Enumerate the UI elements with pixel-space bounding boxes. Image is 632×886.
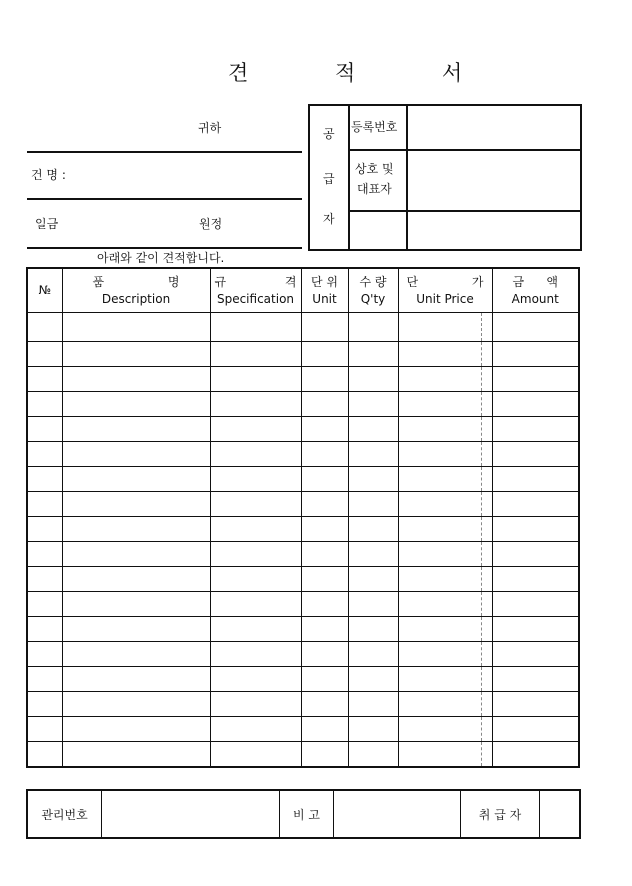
unit-cell[interactable] xyxy=(301,467,348,492)
quantity-cell[interactable] xyxy=(348,567,398,592)
divider xyxy=(27,198,302,200)
table-row xyxy=(27,442,579,467)
table-row xyxy=(27,617,579,642)
header-quantity: 수 량 Q'ty xyxy=(348,268,398,313)
unit-price-cell[interactable] xyxy=(398,617,492,642)
quantity-cell[interactable] xyxy=(348,367,398,392)
quantity-cell[interactable] xyxy=(348,467,398,492)
no-cell[interactable] xyxy=(27,717,62,742)
amount-cell[interactable] xyxy=(492,617,579,642)
divider xyxy=(27,247,302,249)
recipient-suffix: 귀하 xyxy=(198,121,222,135)
description-cell[interactable] xyxy=(62,417,210,442)
unit-price-cell[interactable] xyxy=(398,692,492,717)
specification-cell[interactable] xyxy=(210,367,301,392)
amount-cell[interactable] xyxy=(492,313,579,342)
specification-cell[interactable] xyxy=(210,692,301,717)
unit-cell[interactable] xyxy=(301,542,348,567)
registration-label: 등록번호 xyxy=(351,120,398,134)
specification-cell[interactable] xyxy=(210,642,301,667)
remarks-field[interactable] xyxy=(334,790,461,838)
unit-cell[interactable] xyxy=(301,567,348,592)
quantity-cell[interactable] xyxy=(348,492,398,517)
table-row xyxy=(27,742,579,767)
no-cell[interactable] xyxy=(27,742,62,767)
unit-price-cell[interactable] xyxy=(398,342,492,367)
no-cell[interactable] xyxy=(27,667,62,692)
no-cell[interactable] xyxy=(27,367,62,392)
amount-cell[interactable] xyxy=(492,367,579,392)
header-unit-price: 단 가 Unit Price xyxy=(398,268,492,313)
no-cell[interactable] xyxy=(27,342,62,367)
amount-cell[interactable] xyxy=(492,417,579,442)
no-cell[interactable] xyxy=(27,642,62,667)
description-cell[interactable] xyxy=(62,492,210,517)
no-cell[interactable] xyxy=(27,517,62,542)
description-cell[interactable] xyxy=(62,642,210,667)
quantity-cell[interactable] xyxy=(348,517,398,542)
divider xyxy=(27,151,302,153)
header-no: № xyxy=(27,268,62,313)
unit-cell[interactable] xyxy=(301,667,348,692)
table-row xyxy=(27,392,579,417)
quantity-cell[interactable] xyxy=(348,692,398,717)
no-cell[interactable] xyxy=(27,417,62,442)
no-cell[interactable] xyxy=(27,592,62,617)
amount-cell[interactable] xyxy=(492,492,579,517)
no-cell[interactable] xyxy=(27,617,62,642)
unit-price-cell[interactable] xyxy=(398,492,492,517)
unit-price-cell[interactable] xyxy=(398,642,492,667)
handler-field[interactable] xyxy=(540,790,581,838)
supplier-side-label: 자 xyxy=(323,212,335,226)
amount-cell[interactable] xyxy=(492,692,579,717)
table-row xyxy=(27,342,579,367)
specification-cell[interactable] xyxy=(210,592,301,617)
specification-cell[interactable] xyxy=(210,467,301,492)
description-cell[interactable] xyxy=(62,467,210,492)
description-cell[interactable] xyxy=(62,667,210,692)
unit-cell[interactable] xyxy=(301,313,348,342)
amount-cell[interactable] xyxy=(492,442,579,467)
amount-cell[interactable] xyxy=(492,517,579,542)
management-no-field[interactable] xyxy=(102,790,280,838)
supplier-side-label: 공 xyxy=(323,127,335,141)
company-label: 상호 및 xyxy=(355,162,394,176)
table-header-row xyxy=(27,268,579,313)
description-cell[interactable] xyxy=(62,367,210,392)
unit-cell[interactable] xyxy=(301,517,348,542)
items-table xyxy=(26,267,580,768)
quantity-cell[interactable] xyxy=(348,667,398,692)
table-row xyxy=(27,692,579,717)
table-row xyxy=(27,717,579,742)
no-cell[interactable] xyxy=(27,392,62,417)
unit-price-cell[interactable] xyxy=(398,667,492,692)
specification-cell[interactable] xyxy=(210,442,301,467)
description-cell[interactable] xyxy=(62,542,210,567)
supplier-box xyxy=(308,104,582,251)
quantity-cell[interactable] xyxy=(348,313,398,342)
intro-text: 아래와 같이 견적합니다. xyxy=(97,251,225,265)
specification-cell[interactable] xyxy=(210,492,301,517)
document-title: 견 적 서 xyxy=(228,61,503,85)
specification-cell[interactable] xyxy=(210,717,301,742)
amount-label: 일금 xyxy=(35,217,59,231)
table-row xyxy=(27,467,579,492)
table-row xyxy=(27,517,579,542)
unit-cell[interactable] xyxy=(301,392,348,417)
description-cell[interactable] xyxy=(62,517,210,542)
handler-label: 취 급 자 xyxy=(461,790,540,838)
management-no-label: 관리번호 xyxy=(27,790,102,838)
specification-cell[interactable] xyxy=(210,567,301,592)
specification-cell[interactable] xyxy=(210,392,301,417)
remarks-label: 비 고 xyxy=(280,790,334,838)
amount-cell[interactable] xyxy=(492,392,579,417)
unit-price-cell[interactable] xyxy=(398,717,492,742)
specification-cell[interactable] xyxy=(210,517,301,542)
unit-price-cell[interactable] xyxy=(398,517,492,542)
no-cell[interactable] xyxy=(27,442,62,467)
unit-cell[interactable] xyxy=(301,442,348,467)
description-cell[interactable] xyxy=(62,342,210,367)
quantity-cell[interactable] xyxy=(348,592,398,617)
table-row xyxy=(27,642,579,667)
quantity-cell[interactable] xyxy=(348,717,398,742)
company-field[interactable] xyxy=(408,151,580,210)
registration-field[interactable] xyxy=(408,106,580,149)
header-specification: 규 격 Specification xyxy=(210,268,301,313)
supplier-side-label: 급 xyxy=(323,172,335,186)
table-row xyxy=(27,542,579,567)
description-cell[interactable] xyxy=(62,392,210,417)
description-cell[interactable] xyxy=(62,717,210,742)
amount-cell[interactable] xyxy=(492,592,579,617)
description-cell[interactable] xyxy=(62,567,210,592)
description-cell[interactable] xyxy=(62,617,210,642)
unit-cell[interactable] xyxy=(301,742,348,767)
description-cell[interactable] xyxy=(62,742,210,767)
unit-price-cell[interactable] xyxy=(398,313,492,342)
unit-cell[interactable] xyxy=(301,492,348,517)
table-row xyxy=(27,492,579,517)
amount-cell[interactable] xyxy=(492,742,579,767)
amount-cell[interactable] xyxy=(492,542,579,567)
no-cell[interactable] xyxy=(27,313,62,342)
amount-cell[interactable] xyxy=(492,667,579,692)
header-description: 품 명 Description xyxy=(62,268,210,313)
amount-suffix: 원정 xyxy=(199,217,223,231)
amount-cell[interactable] xyxy=(492,567,579,592)
table-row xyxy=(27,313,579,342)
quantity-cell[interactable] xyxy=(348,417,398,442)
quantity-cell[interactable] xyxy=(348,542,398,567)
amount-cell[interactable] xyxy=(492,717,579,742)
specification-cell[interactable] xyxy=(210,342,301,367)
unit-price-cell[interactable] xyxy=(398,542,492,567)
unit-price-cell[interactable] xyxy=(398,392,492,417)
description-cell[interactable] xyxy=(62,592,210,617)
description-cell[interactable] xyxy=(62,442,210,467)
unit-cell[interactable] xyxy=(301,592,348,617)
quantity-cell[interactable] xyxy=(348,617,398,642)
specification-cell[interactable] xyxy=(210,742,301,767)
amount-cell[interactable] xyxy=(492,342,579,367)
description-cell[interactable] xyxy=(62,313,210,342)
unit-cell[interactable] xyxy=(301,692,348,717)
unit-cell[interactable] xyxy=(301,342,348,367)
quantity-cell[interactable] xyxy=(348,342,398,367)
header-unit: 단 위 Unit xyxy=(301,268,348,313)
unit-cell[interactable] xyxy=(301,417,348,442)
specification-cell[interactable] xyxy=(210,313,301,342)
table-row xyxy=(27,417,579,442)
unit-cell[interactable] xyxy=(301,717,348,742)
no-cell[interactable] xyxy=(27,542,62,567)
unit-cell[interactable] xyxy=(301,367,348,392)
amount-cell[interactable] xyxy=(492,642,579,667)
table-row xyxy=(27,592,579,617)
no-cell[interactable] xyxy=(27,492,62,517)
no-cell[interactable] xyxy=(27,567,62,592)
header-amount: 금 액 Amount xyxy=(492,268,579,313)
specification-cell[interactable] xyxy=(210,617,301,642)
no-cell[interactable] xyxy=(27,692,62,717)
unit-cell[interactable] xyxy=(301,642,348,667)
quantity-cell[interactable] xyxy=(348,742,398,767)
specification-cell[interactable] xyxy=(210,542,301,567)
unit-cell[interactable] xyxy=(301,617,348,642)
table-row xyxy=(27,367,579,392)
unit-price-cell[interactable] xyxy=(398,467,492,492)
no-cell[interactable] xyxy=(27,467,62,492)
unit-price-cell[interactable] xyxy=(398,417,492,442)
footer-table xyxy=(26,789,581,839)
unit-price-cell[interactable] xyxy=(398,592,492,617)
representative-label: 대표자 xyxy=(357,182,392,196)
quantity-cell[interactable] xyxy=(348,392,398,417)
specification-cell[interactable] xyxy=(210,417,301,442)
unit-price-cell[interactable] xyxy=(398,742,492,767)
table-row xyxy=(27,567,579,592)
unit-price-cell[interactable] xyxy=(398,442,492,467)
description-cell[interactable] xyxy=(62,692,210,717)
table-row xyxy=(27,667,579,692)
subject-label: 건 명 : xyxy=(31,168,66,182)
specification-cell[interactable] xyxy=(210,667,301,692)
unit-price-cell[interactable] xyxy=(398,567,492,592)
unit-price-cell[interactable] xyxy=(398,367,492,392)
amount-cell[interactable] xyxy=(492,467,579,492)
quantity-cell[interactable] xyxy=(348,642,398,667)
quantity-cell[interactable] xyxy=(348,442,398,467)
